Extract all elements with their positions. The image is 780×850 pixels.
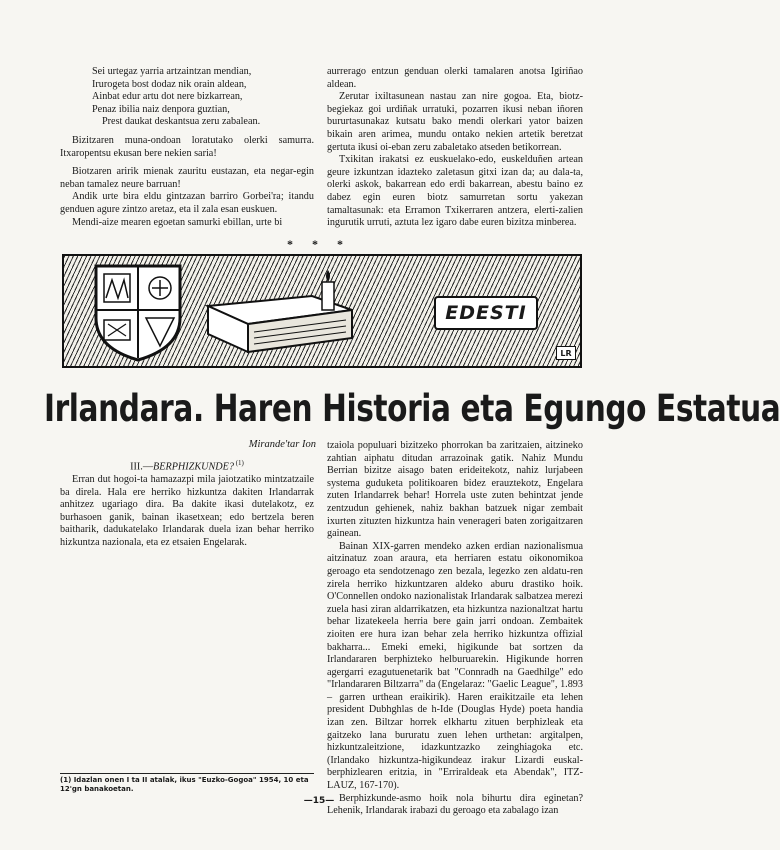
section-title: BERPHIZKUNDE? <box>153 461 234 473</box>
paragraph: Bainan XIX-garren mendeko azken erdian nazionalismua aitzinatuz zoan araura, eta herriaren estatu oikonomikoa geroago eta sendotzenago zen bezala, legezko zen aldatu-ren zirela herriko hizkuntzaren aldeko aburu drastiko hoik. O'Connellen ondoko nazionalistak Irlandarak salbatzea merezi zuela hasi ziran aldarrikatzen, eta hizkuntza nazionaltzat hartu behar lizatekeela herria bere gain jarri ondoan. Zembaitek zioiten ere hura izan behar zela herriko hizkuntza offizial bakharra... Emeki emeki, higikunde bat sortzen da Irlandararen berphizteko helburuarekin. Higikunde horren agergarri ezagutuenetarik bat "Connradh na Gaedhilge" edo "Irlandararen Biltzarra" da (Engelaraz: "Gaelic League", 1.893 – garren urthean eraikirik). Haren eraikitzaile eta lehen president Dubhghlas de h-Ide (Douglas Hyde) poeta handia izan zen. Biltzar horrek elkhartu zituen berphizleak eta gaitzeko lana bururatu zuen lehen urthetan: argitalpen, hizkuntzaleitzione, idazkuntzazko zeinghiagoka etc. (Irlandako hizkuntza-higikundeaz irakur Lizardi euskal-berphizlearen eritzia, in "Erriraldeak eta Abendak", ITZ-LAUZ, 167-170). <box>327 540 583 792</box>
poem-line: Prest daukat deskantsua zeru zabalean. <box>102 116 261 128</box>
banner-word: EDESTI <box>434 296 538 330</box>
poem-stanza <box>60 66 314 129</box>
poem-line: Sei urtegaz yarria artzaintzan mendian, <box>92 66 252 77</box>
paragraph: Andik urte bira eldu gintzazan barriro Gorbei'ra; itandu genduen agure zintzo aretaz, eta il zala esan euskuen. <box>60 191 314 215</box>
main-left-column <box>60 457 314 550</box>
book-and-candle-icon <box>202 276 372 356</box>
coat-of-arms-icon <box>88 260 188 362</box>
paragraph: Berphizkunde-asmo hoik nola bihurtu dira eginetan? Lehenik, Irlandarak irabazi du geroago eta zabalago izan <box>327 792 583 817</box>
paragraph: Erran dut hogoi-ta hamazazpi mila jaiotzatiko mintzatzaile ba direla. Hala ere herriko hizkuntza dakiten Irlandarrak anhitzez ugariago dira. Ba dakite ikasi dutelakotz, ez burhasoen ganik, bainan ikasetxean; edo bertzela beren baitharik, dadukatelako Irlandarak duela izan behar herriko hizkuntza nazionala, eta ez etsaien Engelarak. <box>60 473 314 548</box>
page-number: —15— <box>303 796 335 806</box>
artist-monogram: LR <box>556 346 576 360</box>
paragraph: Bizitzaren muna-ondoan loratutako olerki samurra. Itxaropentsu ekusan bere nekien saria! <box>60 134 314 159</box>
footnote-ref: (1) <box>233 459 244 467</box>
footnote-rule <box>60 773 314 774</box>
article-title: Irlandara. Haren Historia eta Egungo Estatua <box>44 387 780 430</box>
paragraph: tzaiola populuari bizitzeko phorrokan ba zaritzaien, aitzineko zahtian aiphatu ditudan arrazoinak gatik. Nahiz Mundu Berrian bizitze aisago baten erideitekotz, nahiz lurjabeen systema guduketa politikoaren bidez erauztekotz, Engelara zuten Irlandarrek behar! Horrela uste zuten behintzat jende zentzudun gehienek, nahiz bakhan batzuek nigar zembait ixurten zituzten hizkuntza hain venerageri baten zorigaitzaren gainean. <box>327 440 583 540</box>
paragraph: Zerutar ixiltasunean nastau zan nire gogoa. Eta, biotz-begiekaz goi urdiñak urratuki, pozarren ikusi neban iñoren bururtasunakaz kutsatu bako mendi olerkari yator baizen bikain aren arimea, mundu ontako nekien artetik beretzat gertuta ikusi oi-eban zeru zabaletako atseden betikorrean. <box>327 91 583 153</box>
paragraph: Mendi-aize mearen egoetan samurki ebillan, urte bi <box>72 216 283 228</box>
section-number: III.— <box>130 461 154 473</box>
poem-line: Ainbat edur artu dot nere bizkarrean, <box>92 91 243 103</box>
poem-line: Penaz ibilia naiz denpora guztian, <box>92 103 230 115</box>
section-separator: * * * <box>287 237 351 251</box>
paragraph: Txikitan irakatsi ez euskuelako-edo, euskelduñen artean geure izkuntzan idazteko zaletasun gitxi izan da; au dala-ta, olerki askok, bakarrean edo erdi bakarrean, abestu baino ez dabez egin euren biotz samurretan sortu yakezan tamaltasunak: eta Erramon Txikerraren antzera, elerti-zalien ingurutik urruti, aztuta lez igaro dabe euren bizitza minberea. <box>327 154 583 229</box>
top-right-column <box>327 66 583 230</box>
footnote: (1) Idazlan onen I ta II atalak, ikus "Euzko-Gogoa" 1954, 10 eta 12'gn banakoetan. <box>60 776 309 793</box>
main-right-column <box>327 440 583 818</box>
article-author: Mirande'tar Ion <box>248 439 316 450</box>
paragraph: Biotzaren aririk mienak zauritu eustazan, eta negar-egin neban tamalez neure barruan! <box>60 166 314 190</box>
section-heading <box>60 457 314 474</box>
edesti-banner <box>62 254 582 368</box>
paragraph: aurrerago entzun genduan olerki tamalaren anotsa Igiriñao aldean. <box>327 66 583 90</box>
top-left-column <box>60 66 314 229</box>
poem-line: Irurogeta bost dodaz nik orain aldean, <box>92 78 247 90</box>
